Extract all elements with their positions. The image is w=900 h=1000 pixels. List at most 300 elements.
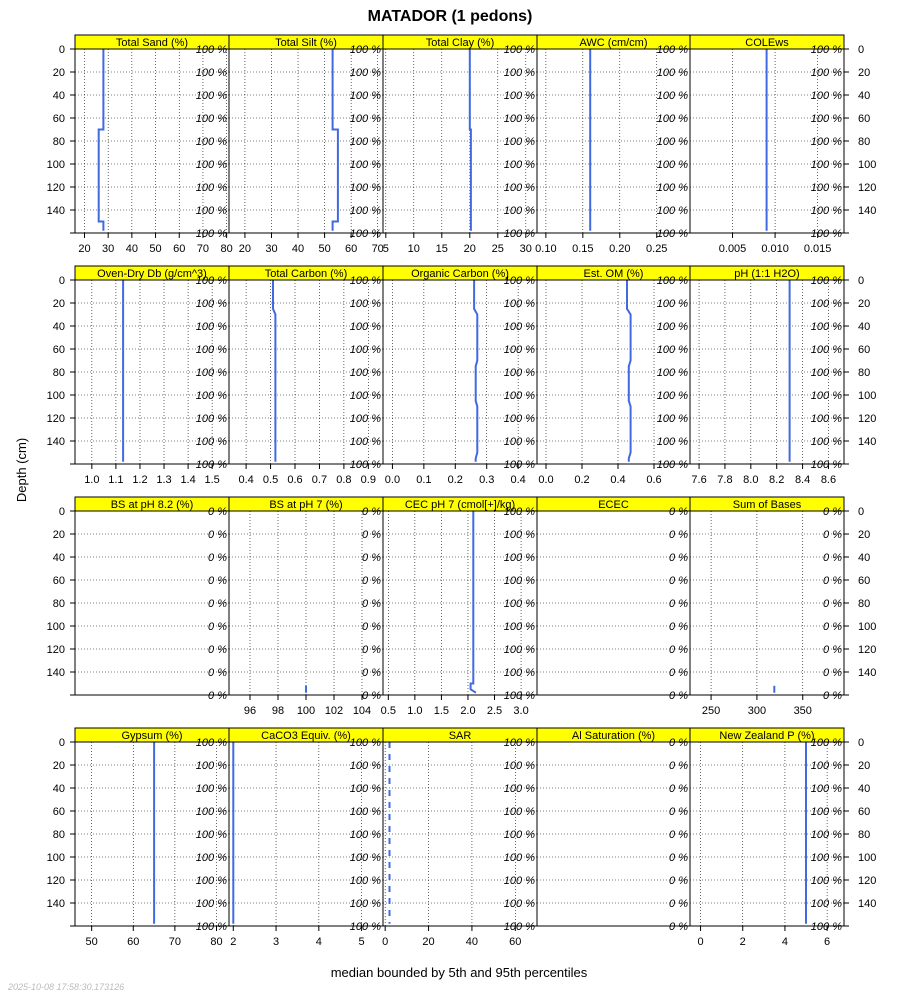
- x-tick-label: 96: [243, 705, 257, 717]
- y-tick-label: 100: [858, 621, 877, 633]
- x-tick-label: 98: [271, 705, 285, 717]
- percent-label: 100 %: [810, 298, 842, 310]
- percent-label: 100 %: [810, 459, 842, 471]
- y-tick-label: 60: [858, 113, 871, 125]
- panel-14: [537, 497, 690, 702]
- x-tick-label: 1.5: [433, 705, 450, 717]
- percent-label: 0 %: [823, 506, 842, 518]
- percent-label: 100 %: [195, 852, 227, 864]
- percent-label: 100 %: [349, 737, 381, 749]
- percent-label: 100 %: [503, 321, 535, 333]
- percent-label: 0 %: [669, 921, 688, 933]
- x-tick-label: 5: [382, 243, 389, 255]
- y-tick-label: 60: [858, 575, 871, 587]
- percent-label: 100 %: [349, 413, 381, 425]
- percent-label: 100 %: [195, 67, 227, 79]
- percent-label: 0 %: [823, 552, 842, 564]
- panel-strip-label: pH (1:1 H2O): [734, 268, 800, 280]
- percent-label: 100 %: [195, 44, 227, 56]
- panel-15: [690, 497, 876, 717]
- panel-border: [537, 742, 690, 926]
- x-tick-label: 60: [127, 936, 140, 948]
- percent-label: 0 %: [823, 644, 842, 656]
- x-tick-label: 8.4: [794, 474, 811, 486]
- percent-label: 100 %: [503, 182, 535, 194]
- percent-label: 100 %: [195, 136, 227, 148]
- x-tick-label: 4: [315, 936, 322, 948]
- panel-16: [47, 728, 229, 948]
- percent-label: 100 %: [195, 436, 227, 448]
- percent-label: 0 %: [208, 506, 227, 518]
- x-tick-label: 8.2: [769, 474, 785, 486]
- y-tick-label: 120: [46, 182, 65, 194]
- panels-group: [47, 35, 877, 948]
- panel-20: [690, 728, 876, 948]
- panel-5: [690, 35, 876, 255]
- percent-label: 0 %: [362, 690, 381, 702]
- percent-label: 100 %: [656, 275, 688, 287]
- x-tick-label: 0.2: [447, 474, 463, 486]
- x-tick-label: 2: [739, 936, 746, 948]
- percent-label: 0 %: [823, 690, 842, 702]
- percent-label: 100 %: [503, 205, 535, 217]
- percent-label: 100 %: [349, 113, 381, 125]
- panel-8: [383, 266, 537, 486]
- y-tick-label: 120: [46, 644, 65, 656]
- x-tick-label: 1.4: [180, 474, 196, 486]
- y-tick-label: 120: [46, 413, 65, 425]
- percent-label: 100 %: [810, 182, 842, 194]
- panel-strip-label: Organic Carbon (%): [411, 268, 509, 280]
- panel-2: [229, 35, 384, 255]
- percent-label: 100 %: [810, 44, 842, 56]
- percent-label: 100 %: [503, 275, 535, 287]
- x-tick-label: 10: [407, 243, 420, 255]
- y-tick-label: 40: [52, 783, 65, 795]
- chart-title: MATADOR (1 pedons): [367, 8, 533, 25]
- percent-label: 100 %: [810, 436, 842, 448]
- y-tick-label: 100: [858, 852, 877, 864]
- x-tick-label: 1.5: [204, 474, 220, 486]
- x-axis-label: median bounded by 5th and 95th percentiles: [330, 965, 588, 980]
- y-tick-label: 140: [858, 898, 877, 910]
- percent-label: 100 %: [656, 182, 688, 194]
- percent-label: 100 %: [195, 875, 227, 887]
- timestamp-label: 2025-10-08 17:58:30.173126: [8, 982, 125, 992]
- percent-label: 0 %: [362, 552, 381, 564]
- percent-label: 0 %: [669, 852, 688, 864]
- x-tick-label: 250: [701, 705, 721, 717]
- percent-label: 100 %: [195, 829, 227, 841]
- y-tick-label: 40: [52, 552, 65, 564]
- percent-label: 0 %: [669, 829, 688, 841]
- percent-label: 100 %: [349, 829, 381, 841]
- panel-strip-label: Est. OM (%): [583, 268, 644, 280]
- panel-strip-label: ECEC: [598, 499, 629, 511]
- panel-strip-label: Total Silt (%): [275, 37, 337, 49]
- percent-label: 0 %: [208, 598, 227, 610]
- x-tick-label: 0.25: [646, 243, 668, 255]
- percent-label: 100 %: [349, 852, 381, 864]
- percent-label: 0 %: [362, 667, 381, 679]
- percent-label: 100 %: [195, 205, 227, 217]
- percent-label: 100 %: [810, 413, 842, 425]
- x-tick-label: 350: [793, 705, 812, 717]
- y-tick-label: 60: [52, 575, 65, 587]
- y-tick-label: 120: [858, 644, 877, 656]
- panel-strip-label: AWC (cm/cm): [579, 37, 648, 49]
- x-tick-label: 20: [78, 243, 91, 255]
- percent-label: 100 %: [503, 806, 535, 818]
- percent-label: 0 %: [669, 598, 688, 610]
- x-tick-label: 40: [465, 936, 479, 948]
- percent-label: 100 %: [349, 898, 381, 910]
- percent-label: 0 %: [208, 644, 227, 656]
- x-tick-label: 3: [272, 936, 280, 948]
- percent-label: 0 %: [823, 621, 842, 633]
- y-tick-label: 100: [46, 390, 65, 402]
- y-tick-label: 100: [858, 390, 877, 402]
- x-tick-label: 50: [149, 243, 162, 255]
- panel-13: [381, 497, 537, 717]
- percent-label: 100 %: [656, 298, 688, 310]
- percent-label: 0 %: [669, 552, 688, 564]
- panel-strip-label: New Zealand P (%): [719, 730, 815, 742]
- y-tick-label: 140: [858, 205, 877, 217]
- percent-label: 100 %: [810, 228, 842, 240]
- percent-label: 100 %: [503, 898, 535, 910]
- percent-label: 100 %: [503, 390, 535, 402]
- x-tick-label: 0.4: [510, 474, 526, 486]
- x-tick-label: 0: [697, 936, 704, 948]
- percent-label: 100 %: [349, 344, 381, 356]
- percent-label: 100 %: [503, 228, 535, 240]
- percent-label: 100 %: [503, 413, 535, 425]
- y-tick-label: 120: [46, 875, 65, 887]
- y-tick-label: 60: [858, 806, 871, 818]
- percent-label: 100 %: [810, 159, 842, 171]
- percent-label: 100 %: [503, 159, 535, 171]
- y-tick-label: 0: [858, 506, 865, 518]
- percent-label: 100 %: [349, 44, 381, 56]
- percent-label: 100 %: [503, 737, 535, 749]
- percent-label: 0 %: [362, 575, 381, 587]
- panel-strip-label: Total Sand (%): [115, 37, 189, 49]
- panel-10: [690, 266, 876, 486]
- y-tick-label: 80: [858, 829, 871, 841]
- percent-label: 0 %: [823, 529, 842, 541]
- percent-label: 0 %: [362, 506, 381, 518]
- x-tick-label: 102: [324, 705, 344, 717]
- percent-label: 100 %: [195, 737, 227, 749]
- percent-label: 0 %: [208, 667, 227, 679]
- y-tick-label: 60: [52, 113, 65, 125]
- percent-label: 100 %: [349, 921, 381, 933]
- x-tick-label: 2.0: [460, 705, 476, 717]
- percent-label: 100 %: [810, 113, 842, 125]
- y-tick-label: 100: [46, 159, 65, 171]
- percent-label: 100 %: [656, 90, 688, 102]
- x-tick-label: 4: [781, 936, 788, 948]
- x-tick-label: 0.005: [718, 243, 747, 255]
- percent-label: 100 %: [195, 760, 227, 772]
- panel-strip-label: Total Clay (%): [425, 37, 495, 49]
- percent-label: 100 %: [195, 113, 227, 125]
- percent-label: 0 %: [823, 667, 842, 679]
- percent-label: 0 %: [208, 575, 227, 587]
- percent-label: 0 %: [669, 783, 688, 795]
- panel-12: [229, 497, 383, 717]
- x-tick-label: 20: [422, 936, 435, 948]
- percent-label: 100 %: [503, 690, 535, 702]
- percent-label: 100 %: [810, 921, 842, 933]
- percent-label: 100 %: [810, 852, 842, 864]
- y-tick-label: 60: [858, 344, 871, 356]
- y-tick-label: 120: [858, 182, 877, 194]
- x-tick-label: 8.6: [820, 474, 837, 486]
- percent-label: 100 %: [503, 136, 535, 148]
- x-tick-label: 80: [210, 936, 223, 948]
- percent-label: 100 %: [656, 228, 688, 240]
- y-tick-label: 40: [858, 90, 871, 102]
- y-tick-label: 80: [858, 598, 871, 610]
- percent-label: 100 %: [503, 436, 535, 448]
- percent-label: 100 %: [195, 344, 227, 356]
- percent-label: 100 %: [503, 575, 535, 587]
- y-tick-label: 0: [58, 506, 65, 518]
- x-tick-label: 0.1: [416, 474, 432, 486]
- percent-label: 100 %: [349, 760, 381, 772]
- percent-label: 100 %: [503, 875, 535, 887]
- x-tick-label: 6: [824, 936, 831, 948]
- y-tick-label: 80: [52, 829, 65, 841]
- x-tick-label: 70: [196, 243, 210, 255]
- x-tick-label: 30: [102, 243, 115, 255]
- y-tick-label: 140: [46, 205, 65, 217]
- percent-label: 100 %: [656, 205, 688, 217]
- panel-11: [47, 497, 229, 702]
- percent-label: 100 %: [503, 644, 535, 656]
- x-tick-label: 70: [371, 243, 384, 255]
- x-tick-label: 0.4: [238, 474, 254, 486]
- x-tick-label: 30: [265, 243, 278, 255]
- percent-label: 100 %: [503, 344, 535, 356]
- percent-label: 100 %: [195, 321, 227, 333]
- x-tick-label: 8.0: [743, 474, 759, 486]
- percent-label: 100 %: [656, 113, 688, 125]
- percent-label: 100 %: [810, 760, 842, 772]
- y-tick-label: 140: [858, 667, 877, 679]
- percent-label: 100 %: [349, 136, 381, 148]
- x-tick-label: 0.0: [538, 474, 554, 486]
- x-tick-label: 15: [435, 243, 448, 255]
- y-axis-label: Depth (cm): [14, 437, 29, 503]
- y-tick-label: 40: [858, 552, 871, 564]
- panel-17: [229, 728, 383, 948]
- percent-label: 100 %: [349, 298, 381, 310]
- percent-label: 100 %: [195, 413, 227, 425]
- x-tick-label: 40: [125, 243, 138, 255]
- x-tick-label: 7.6: [691, 474, 707, 486]
- x-tick-label: 0.7: [311, 474, 328, 486]
- y-tick-label: 20: [52, 529, 65, 541]
- panel-border: [537, 511, 690, 695]
- panel-strip-label: BS at pH 7 (%): [269, 499, 343, 511]
- percent-label: 100 %: [195, 228, 227, 240]
- y-tick-label: 0: [858, 737, 865, 749]
- percent-label: 100 %: [349, 228, 381, 240]
- percent-label: 100 %: [195, 367, 227, 379]
- series-line: [471, 511, 476, 693]
- panel-1: [47, 35, 233, 255]
- percent-label: 100 %: [195, 806, 227, 818]
- percent-label: 100 %: [810, 898, 842, 910]
- percent-label: 0 %: [362, 644, 381, 656]
- percent-label: 100 %: [656, 459, 688, 471]
- x-tick-label: 100: [296, 705, 316, 717]
- panel-strip-label: Total Carbon (%): [264, 268, 348, 280]
- percent-label: 100 %: [810, 67, 842, 79]
- percent-label: 100 %: [349, 459, 381, 471]
- series-line: [99, 49, 104, 231]
- x-tick-label: 70: [168, 936, 182, 948]
- x-tick-label: 60: [345, 243, 358, 255]
- y-tick-label: 20: [858, 760, 871, 772]
- percent-label: 100 %: [349, 321, 381, 333]
- y-tick-label: 0: [58, 737, 65, 749]
- percent-label: 100 %: [349, 159, 381, 171]
- y-tick-label: 20: [52, 67, 65, 79]
- percent-label: 100 %: [503, 621, 535, 633]
- percent-label: 0 %: [208, 690, 227, 702]
- percent-label: 100 %: [503, 298, 535, 310]
- percent-label: 100 %: [503, 459, 535, 471]
- y-tick-label: 80: [52, 598, 65, 610]
- panel-3: [383, 35, 537, 255]
- percent-label: 100 %: [503, 44, 535, 56]
- x-tick-label: 2.5: [486, 705, 503, 717]
- y-tick-label: 120: [858, 875, 877, 887]
- percent-label: 100 %: [349, 783, 381, 795]
- percent-label: 0 %: [669, 806, 688, 818]
- x-tick-label: 0.5: [380, 705, 396, 717]
- percent-label: 0 %: [362, 598, 381, 610]
- y-tick-label: 100: [46, 621, 65, 633]
- x-tick-label: 0.4: [610, 474, 626, 486]
- percent-label: 0 %: [669, 667, 688, 679]
- percent-label: 100 %: [503, 921, 535, 933]
- percent-label: 100 %: [349, 90, 381, 102]
- percent-label: 100 %: [503, 829, 535, 841]
- percent-label: 100 %: [195, 459, 227, 471]
- panel-strip-label: Sum of Bases: [732, 499, 802, 511]
- percent-label: 0 %: [669, 737, 688, 749]
- percent-label: 100 %: [349, 182, 381, 194]
- percent-label: 100 %: [195, 898, 227, 910]
- percent-label: 100 %: [656, 436, 688, 448]
- x-tick-label: 1.3: [156, 474, 172, 486]
- y-tick-label: 0: [58, 275, 65, 287]
- percent-label: 100 %: [349, 367, 381, 379]
- percent-label: 0 %: [362, 621, 381, 633]
- panel-18: [382, 728, 537, 948]
- y-tick-label: 140: [46, 898, 65, 910]
- y-tick-label: 20: [858, 298, 871, 310]
- panel-strip-label: Oven-Dry Db (g/cm^3): [97, 268, 207, 280]
- y-tick-label: 40: [52, 90, 65, 102]
- percent-label: 100 %: [349, 205, 381, 217]
- series-line: [333, 49, 338, 231]
- x-tick-label: 40: [291, 243, 305, 255]
- percent-label: 100 %: [656, 321, 688, 333]
- percent-label: 100 %: [656, 136, 688, 148]
- percent-label: 100 %: [810, 875, 842, 887]
- x-tick-label: 25: [491, 243, 504, 255]
- y-tick-label: 80: [52, 367, 65, 379]
- percent-label: 0 %: [823, 575, 842, 587]
- x-tick-label: 0.8: [336, 474, 352, 486]
- percent-label: 100 %: [656, 367, 688, 379]
- percent-label: 100 %: [349, 436, 381, 448]
- panel-strip-label: COLEws: [745, 37, 789, 49]
- x-tick-label: 0.15: [572, 243, 594, 255]
- percent-label: 100 %: [503, 67, 535, 79]
- x-tick-label: 20: [463, 243, 476, 255]
- y-tick-label: 40: [858, 321, 871, 333]
- percent-label: 100 %: [810, 829, 842, 841]
- percent-label: 100 %: [656, 159, 688, 171]
- series-line: [470, 49, 471, 231]
- x-tick-label: 0.0: [384, 474, 401, 486]
- x-tick-label: 0.010: [761, 243, 789, 255]
- percent-label: 0 %: [208, 552, 227, 564]
- percent-label: 100 %: [503, 506, 535, 518]
- x-tick-label: 50: [318, 243, 331, 255]
- series-line: [273, 280, 275, 462]
- y-tick-label: 140: [858, 436, 877, 448]
- percent-label: 100 %: [656, 67, 688, 79]
- percent-label: 100 %: [349, 275, 381, 287]
- percent-label: 0 %: [669, 621, 688, 633]
- percent-label: 100 %: [195, 182, 227, 194]
- panel-strip-label: Al Saturation (%): [571, 730, 656, 742]
- x-tick-label: 60: [173, 243, 186, 255]
- percent-label: 100 %: [195, 783, 227, 795]
- percent-label: 100 %: [656, 413, 688, 425]
- percent-label: 0 %: [669, 875, 688, 887]
- y-tick-label: 20: [52, 760, 65, 772]
- y-tick-label: 80: [52, 136, 65, 148]
- x-tick-label: 30: [519, 243, 532, 255]
- x-tick-label: 20: [238, 243, 252, 255]
- percent-label: 100 %: [195, 390, 227, 402]
- percent-label: 100 %: [810, 806, 842, 818]
- percent-label: 100 %: [810, 275, 842, 287]
- y-tick-label: 80: [858, 367, 871, 379]
- percent-label: 100 %: [349, 875, 381, 887]
- x-tick-label: 104: [352, 705, 372, 717]
- percent-label: 100 %: [810, 205, 842, 217]
- percent-label: 100 %: [195, 90, 227, 102]
- percent-label: 0 %: [362, 529, 381, 541]
- percent-label: 100 %: [810, 390, 842, 402]
- percent-label: 0 %: [669, 690, 688, 702]
- x-tick-label: 0.5: [262, 474, 279, 486]
- x-tick-label: 0.6: [646, 474, 662, 486]
- y-tick-label: 20: [858, 529, 871, 541]
- y-tick-label: 40: [858, 783, 871, 795]
- percent-label: 100 %: [656, 390, 688, 402]
